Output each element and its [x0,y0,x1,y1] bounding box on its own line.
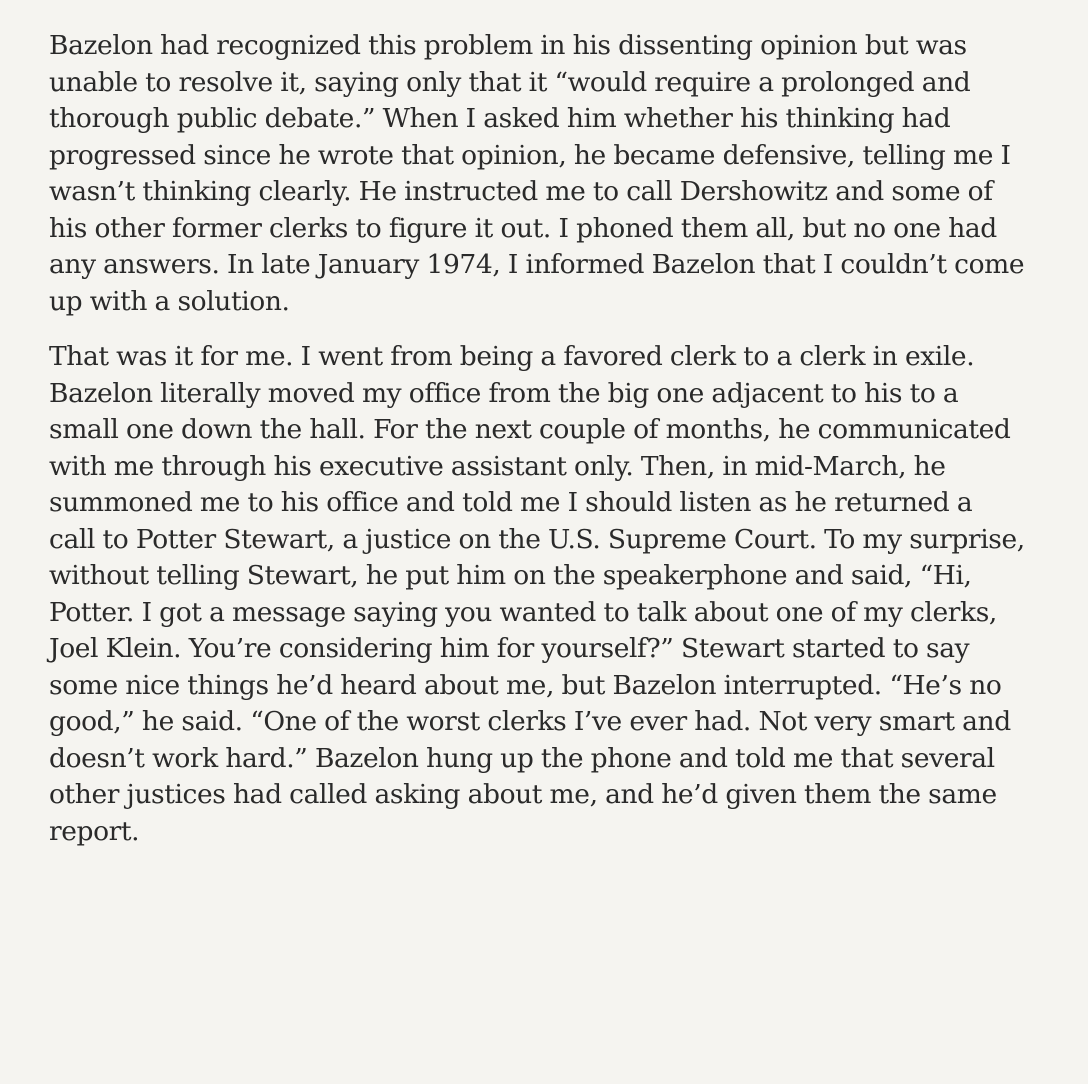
paragraph-1 [49,28,1059,320]
text-line: his other former clerks to figure it out. I phoned them all, but no one had [49,212,997,244]
article-body [49,28,1059,850]
text-line: call to Potter Stewart, a justice on the U.S. Supreme Court. To my surprise, [49,523,1025,555]
text-line: report. [49,815,140,847]
text-line: summoned me to his office and told me I should listen as he returned a [49,487,973,518]
text-line: up with a solution. [49,285,290,317]
text-line: progressed since he wrote that opinion, he became defensive, telling me I [49,139,1011,171]
text-line: with me through his executive assistant only. Then, in mid-March, he [49,450,946,482]
text-line: doesn’t work hard.” Bazelon hung up the phone and told me that several [49,742,995,774]
text-line: any answers. In late January 1974, I informed Bazelon that I couldn’t come [49,249,1025,280]
text-line: other justices had called asking about me, and he’d given them the same [49,779,997,810]
text-line: Bazelon had recognized this problem in his dissenting opinion but was [49,30,967,61]
text-line: without telling Stewart, he put him on the speakerphone and said, “Hi, [49,560,972,591]
text-line: unable to resolve it, saying only that it “would require a prolonged and [49,66,971,98]
text-line: some nice things he’d heard about me, but Bazelon interrupted. “He’s no [49,669,1002,701]
text-line: good,” he said. “One of the worst clerks I’ve ever had. Not very smart and [49,706,1011,737]
text-line: thorough public debate.” When I asked him whether his thinking had [49,103,951,134]
text-line: Potter. I got a message saying you wanted to talk about one of my clerks, [49,596,997,628]
text-line: That was it for me. I went from being a favored clerk to a clerk in exile. [49,341,975,372]
paragraph-2 [49,339,1059,850]
text-line: Joel Klein. You’re considering him for yourself?” Stewart started to say [49,633,970,664]
text-line: Bazelon literally moved my office from the big one adjacent to his to a [49,377,959,409]
text-line: wasn’t thinking clearly. He instructed me to call Dershowitz and some of [49,176,993,207]
text-line: small one down the hall. For the next couple of months, he communicated [49,414,1011,445]
